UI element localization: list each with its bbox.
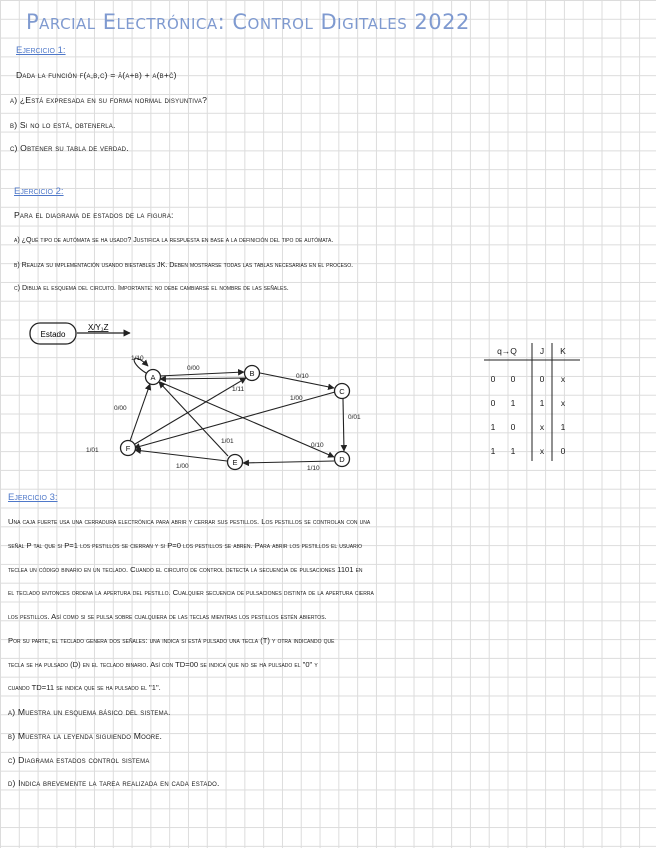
transition-label-4: 1/11 xyxy=(232,386,245,393)
transition-label-2: 0/00 xyxy=(187,365,200,372)
table-cell-k: x xyxy=(560,374,566,384)
state-c-label: C xyxy=(339,387,345,396)
edge-a-b xyxy=(159,372,244,376)
transition-label-8: 1/01 xyxy=(221,438,234,445)
table-cell-Q: 1 xyxy=(510,446,516,456)
legend-box-label: Estado xyxy=(40,330,66,339)
ex1-line-1: Dada la función f(a,b,c) = ā(a+b) + a(b+c̄) xyxy=(16,70,177,80)
ex3-paragraph-line-4: el teclado entonces ordena la apertura del pestillo. Cualquier secuencia de pulsaciones distinta de la apertura cierra xyxy=(8,588,374,597)
ex3-item-a: a) Muestra un esquema básico del sistema. xyxy=(8,707,171,717)
page-title: Parcial Electrónica: Control Digitales 2022 xyxy=(26,10,470,34)
table-cell-j: x xyxy=(539,446,545,456)
state-a-label: A xyxy=(150,373,156,382)
jk-excitation-table xyxy=(482,343,584,463)
ex3-paragraph-line-6: Por su parte, el teclado genera dos señales: una indica si está pulsado una tecla (T) y otra indicando que xyxy=(8,636,335,645)
transition-label-10: 0/10 xyxy=(311,442,324,449)
edge-b-a xyxy=(160,378,246,379)
transition-label-5: 1/00 xyxy=(290,395,303,402)
ex1-line-3: b) Si no lo está, obtenerla. xyxy=(10,120,116,130)
exercise-3-heading: Ejercicio 3: xyxy=(8,492,58,503)
ex2-line-4: c) Dibuja el esquema del circuito. Importante: no debe cambiarse el nombre de las señales. xyxy=(14,284,289,292)
transition-label-7: 0/01 xyxy=(348,414,361,421)
table-cell-Q: 0 xyxy=(510,422,516,432)
transition-label-9: 1/01 xyxy=(86,447,99,454)
table-header-j: J xyxy=(539,346,545,356)
ex3-paragraph-line-5: los pestillos. Así como si se pulsa sobre cualquiera de las teclas mientras los pestillos estén abiertos. xyxy=(8,612,327,621)
ex3-item-d: d) Indica brevemente la tarea realizada en cada estado. xyxy=(8,778,220,788)
legend-label: X/Y₁Z xyxy=(88,323,109,332)
edge-e-f xyxy=(135,450,227,461)
ex3-paragraph-line-8: cuando TD=11 se indica que se ha pulsado el "1". xyxy=(8,683,161,692)
table-cell-k: 0 xyxy=(560,446,566,456)
table-cell-q: 1 xyxy=(490,422,496,432)
ex3-item-c: c) Diagrama estados control sistema xyxy=(8,755,150,765)
table-cell-q: 0 xyxy=(490,374,496,384)
edge-f-a xyxy=(130,384,150,441)
ex3-paragraph-line-7: tecla se ha pulsado (D) en el teclado binario. Así con TD=00 se indica que no se ha pulsado el "0" y xyxy=(8,660,318,669)
edge-e-a xyxy=(159,382,228,456)
ex2-line-1: Para el diagrama de estados de la figura: xyxy=(14,210,174,220)
ex2-line-2: a) ¿Qué tipo de autómata se ha usado? Justifica la respuesta en base a la definición del tipo de autómata. xyxy=(14,236,334,244)
transition-label-3: 0/10 xyxy=(296,373,309,380)
edge-f-b xyxy=(135,378,246,444)
transition-label-11: 1/10 xyxy=(307,465,320,472)
table-header-transition: q→Q xyxy=(497,346,517,356)
table-cell-k: x xyxy=(560,398,566,408)
transition-label-1: 1/10 xyxy=(131,355,144,362)
transition-label-6: 0/00 xyxy=(114,405,127,412)
state-e-label: E xyxy=(232,458,238,467)
ex3-paragraph-line-2: señal P tal que si P=1 los pestillos se cierran y si P=0 los pestillos se abren. Para abrir los pestillos el usuario xyxy=(8,541,363,550)
ex1-line-4: c) Obtener su tabla de verdad. xyxy=(10,143,129,153)
table-cell-j: x xyxy=(539,422,545,432)
ex3-item-b: b) Muestra la leyenda siguiendo Moore. xyxy=(8,731,163,741)
table-cell-q: 1 xyxy=(490,446,496,456)
edge-d-e xyxy=(243,461,334,463)
ex3-paragraph-line-3: teclea un código binario en un teclado. Cuando el circuito de control detecta la secuencia de pulsaciones 1101 en xyxy=(8,565,363,574)
table-cell-j: 0 xyxy=(539,374,545,384)
table-cell-j: 1 xyxy=(539,398,545,408)
state-b-label: B xyxy=(249,369,255,378)
edge-c-f xyxy=(134,392,335,448)
table-cell-q: 0 xyxy=(490,398,496,408)
edge-c-d xyxy=(343,399,344,451)
table-header-k: K xyxy=(560,346,566,356)
ex1-line-2: a) ¿Está expresada en su forma normal disyuntiva? xyxy=(10,95,208,105)
ex3-paragraph-line-1: Una caja fuerte usa una cerradura electrónica para abrir y cerrar sus pestillos. Los pestillos se controlan con una xyxy=(8,517,371,526)
edge-a-d xyxy=(160,382,334,457)
table-cell-Q: 0 xyxy=(510,374,516,384)
transition-label-12: 1/00 xyxy=(176,463,189,470)
ex2-line-3: b) Realiza su implementación usando biestables JK. Deben mostrarse todas las tablas necesarias en el proceso. xyxy=(14,261,354,269)
state-d-label: D xyxy=(339,455,345,464)
state-f-label: F xyxy=(125,444,131,453)
table-cell-k: 1 xyxy=(560,422,566,432)
table-cell-Q: 1 xyxy=(510,398,516,408)
exercise-2-heading: Ejercicio 2: xyxy=(14,186,64,197)
exercise-1-heading: Ejercicio 1: xyxy=(16,45,66,56)
